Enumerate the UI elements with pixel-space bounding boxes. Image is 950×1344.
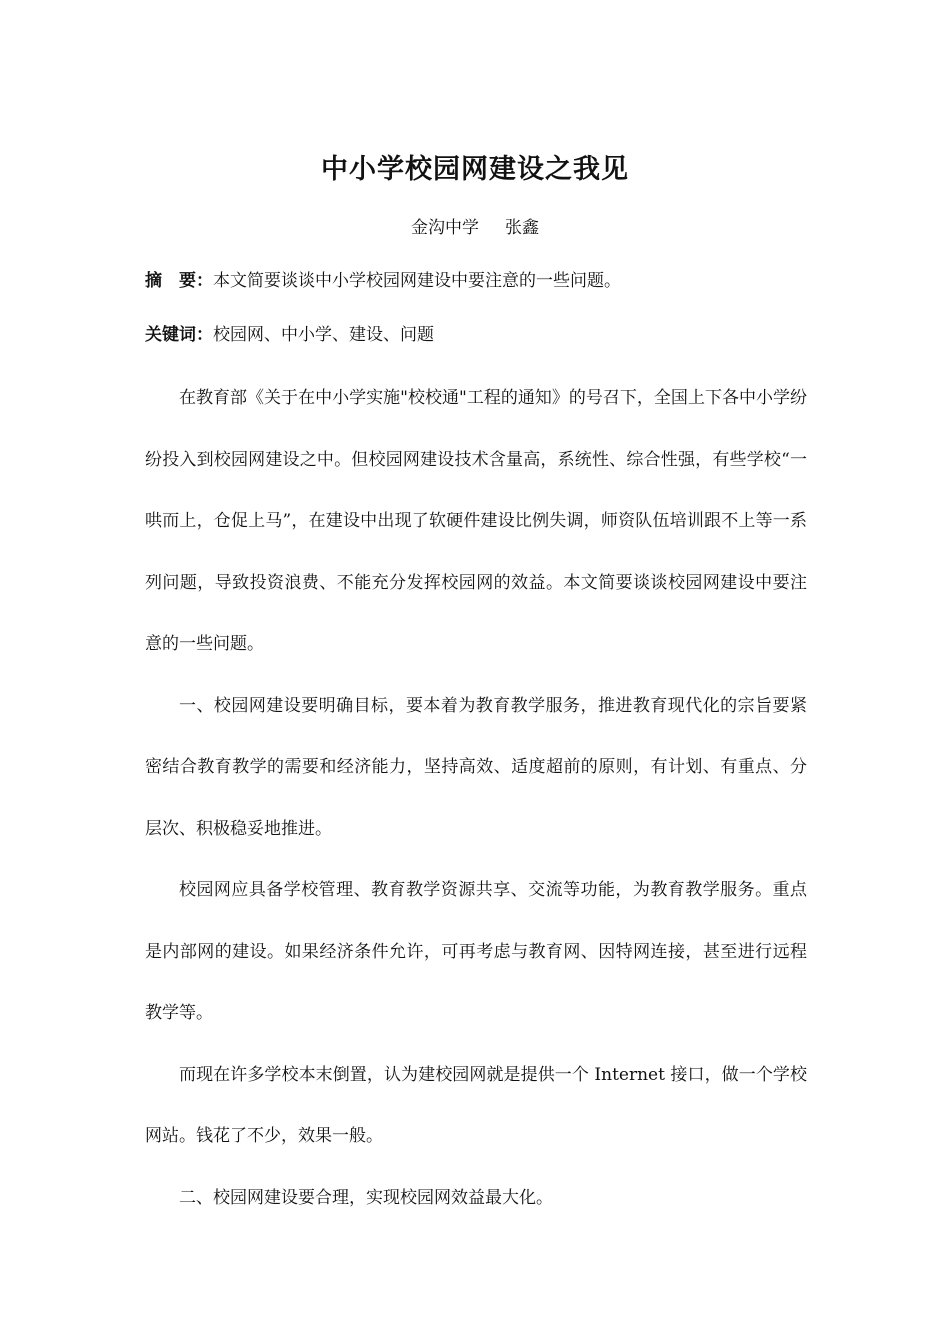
author-affiliation: 金沟中学: [411, 218, 479, 238]
paragraph-functions: 校园网应具备学校管理、教育教学资源共享、交流等功能，为教育教学服务。重点是内部网的建设。如果经济条件允许，可再考虑与教育网、因特网连接，甚至进行远程教学等。: [145, 880, 807, 1023]
body-text: [145, 368, 807, 1229]
abstract: [145, 266, 621, 296]
keywords: [145, 320, 434, 350]
document-title: 中小学校园网建设之我见: [321, 154, 629, 185]
paragraph-intro: 在教育部《关于在中小学实施"校校通"工程的通知》的号召下，全国上下各中小学纷纷投入到校园网建设之中。但校园网建设技术含量高，系统性、综合性强，有些学校“一哄而上，仓促上马”，在建设中出现了软硬件建设比例失调，师资队伍培训跟不上等一系列问题，导致投资浪费、不能充分发挥校园网的效益。本文简要谈谈校园网建设中要注意的一些问题。: [145, 388, 807, 654]
paragraph-section-1: 一、校园网建设要明确目标，要本着为教育教学服务，推进教育现代化的宗旨要紧密结合教育教学的需要和经济能力，坚持高效、适度超前的原则，有计划、有重点、分层次、积极稳妥地推进。: [145, 695, 807, 839]
keywords-text: 校园网、中小学、建设、问题: [213, 325, 434, 345]
abstract-text: 本文简要谈谈中小学校园网建设中要注意的一些问题。: [213, 271, 621, 291]
author-line: [0, 213, 950, 243]
author-name: 张鑫: [505, 218, 539, 238]
paragraph-section-2: 二、校园网建设要合理，实现校园网效益最大化。: [179, 1187, 553, 1208]
keywords-label: 关键词：: [145, 325, 213, 345]
paragraph-problems: 而现在许多学校本末倒置，认为建校园网就是提供一个 Internet 接口，做一个学校网站。钱花了不少，效果一般。: [145, 1064, 807, 1146]
abstract-label: 摘 要：: [145, 271, 213, 291]
